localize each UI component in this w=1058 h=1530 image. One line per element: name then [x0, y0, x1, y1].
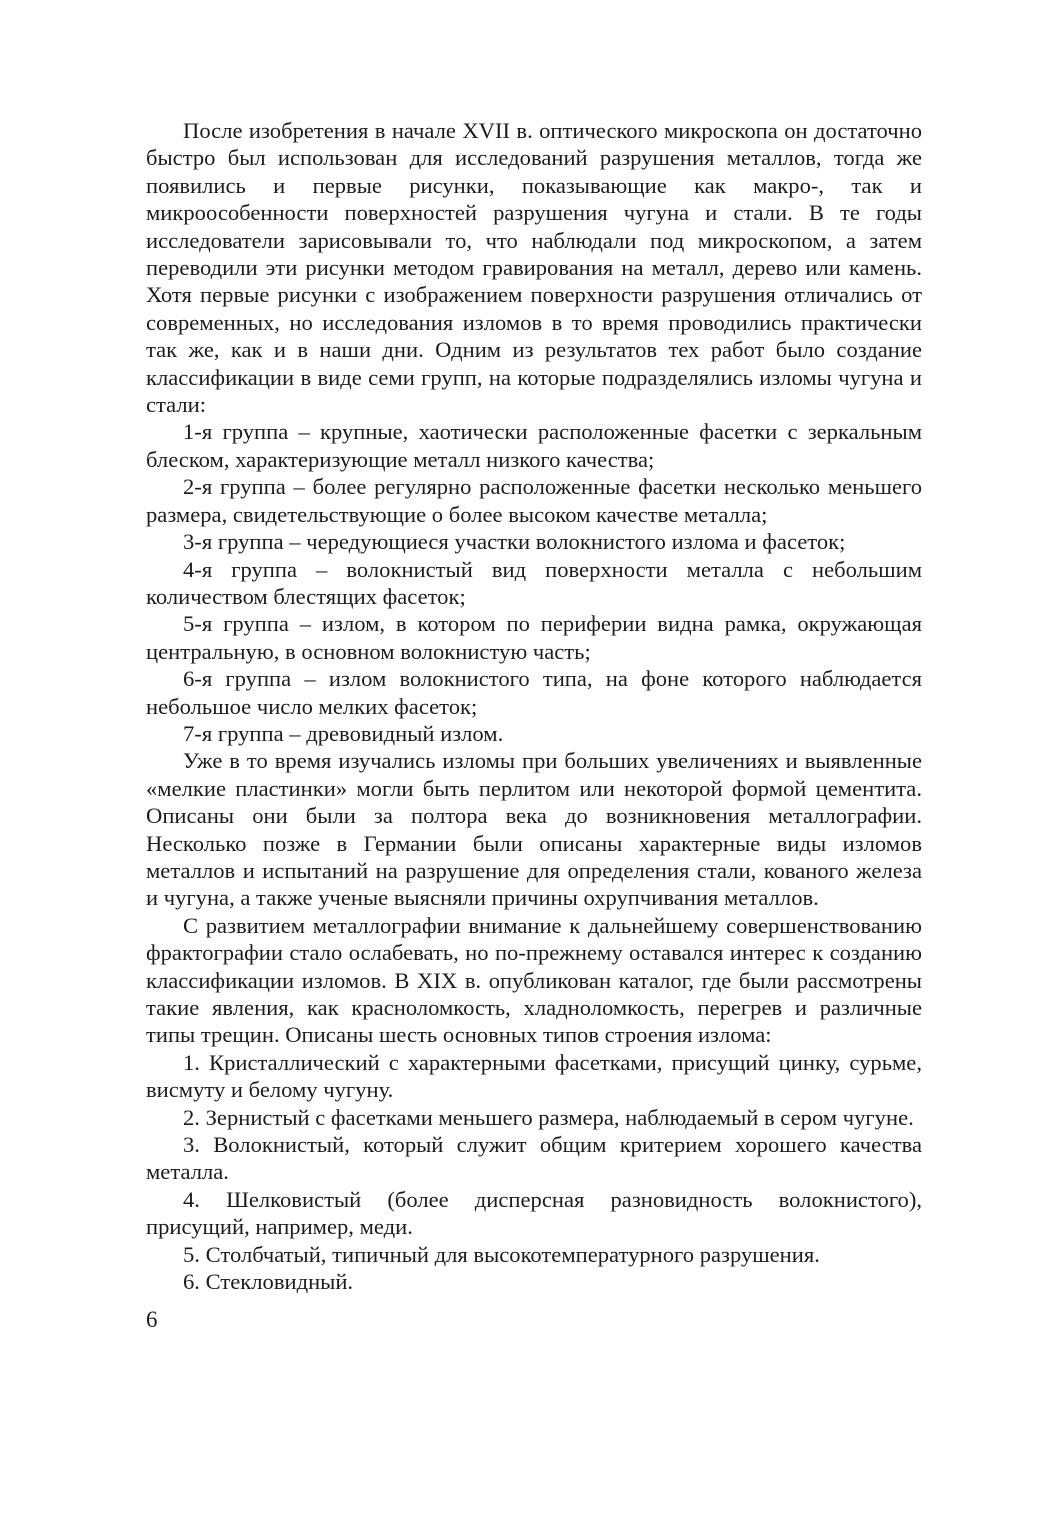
list-item-type-4: 4. Шелковистый (более дисперсная разновидность волокнистого), присущий, например, меди.	[146, 1186, 922, 1240]
paragraph-microscopy: Уже в то время изучались изломы при больших увеличениях и выявленные «мелкие пластинки» могли быть перлитом или некоторой формой цементита. Описаны они были за полтора века до возникновения металлографии. Несколько позже в Германии были описаны характерные виды изломов металлов и испытаний на разрушение для определения стали, кованого железа и чугуна, а также ученые выясняли причины охрупчивания металлов.	[146, 748, 922, 911]
list-item-group-6: 6-я группа – излом волокнистого типа, на фоне которого наблюдается небольшое число мелких фасеток;	[146, 666, 922, 719]
list-item-type-1: 1. Кристаллический с характерными фасетками, присущий цинку, сурьме, висмуту и белому чугуну.	[146, 1049, 922, 1103]
paragraph-intro: После изобретения в начале XVII в. оптического микроскопа он достаточно быстро был использован для исследований разрушения металлов, тогда же появились и первые рисунки, показывающие как макро-, так и микроособенности поверхностей разрушения чугуна и стали. В те годы исследователи зарисовывали то, что наблюдали под микроскопом, а затем переводили эти рисунки методом гравирования на металл, дерево или камень. Хотя первые рисунки с изображением поверхности разрушения отличались от современных, но исследования изломов в то время проводились практически так же, как и в наши дни. Одним из результатов тех работ было создание классификации в виде семи групп, на которые подразделялись изломы чугуна и стали:	[146, 118, 922, 418]
list-item-group-5: 5-я группа – излом, в котором по периферии видна рамка, окружающая центральную, в основном волокнистую часть;	[146, 611, 922, 664]
list-item-group-2: 2-я группа – более регулярно расположенные фасетки несколько меньшего размера, свидетельствующие о более высоком качестве металла;	[146, 474, 922, 527]
list-item-group-3: 3-я группа – чередующиеся участки волокнистого излома и фасеток;	[183, 529, 846, 555]
list-item-type-3: 3. Волокнистый, который служит общим критерием хорошего качества металла.	[146, 1132, 922, 1185]
list-item-type-5: 5. Столбчатый, типичный для высокотемпературного разрушения.	[183, 1241, 820, 1267]
list-item-type-2: 2. Зернистый с фасетками меньшего размера, наблюдаемый в сером чугуне.	[183, 1104, 914, 1130]
list-item-group-4: 4-я группа – волокнистый вид поверхности металла с небольшим количеством блестящих фасеток;	[146, 556, 922, 609]
page-number: 6	[146, 1307, 158, 1332]
list-item-group-7: 7-я группа – древовидный излом.	[183, 720, 504, 746]
paragraph-metallography: С развитием металлографии внимание к дальнейшему совершенствованию фрактографии стало ослабевать, но по-прежнему оставался интерес к созданию классификации изломов. В XIX в. опубликован каталог, где были рассмотрены такие явления, как красноломкость, хладноломкость, перегрев и различные типы трещин. Описаны шесть основных типов строения излома:	[146, 912, 922, 1048]
list-item-group-1: 1-я группа – крупные, хаотически расположенные фасетки с зеркальным блеском, характеризующие металл низкого качества;	[146, 419, 922, 472]
body-text	[146, 117, 922, 1295]
list-item-type-6: 6. Стекловидный.	[183, 1269, 354, 1295]
